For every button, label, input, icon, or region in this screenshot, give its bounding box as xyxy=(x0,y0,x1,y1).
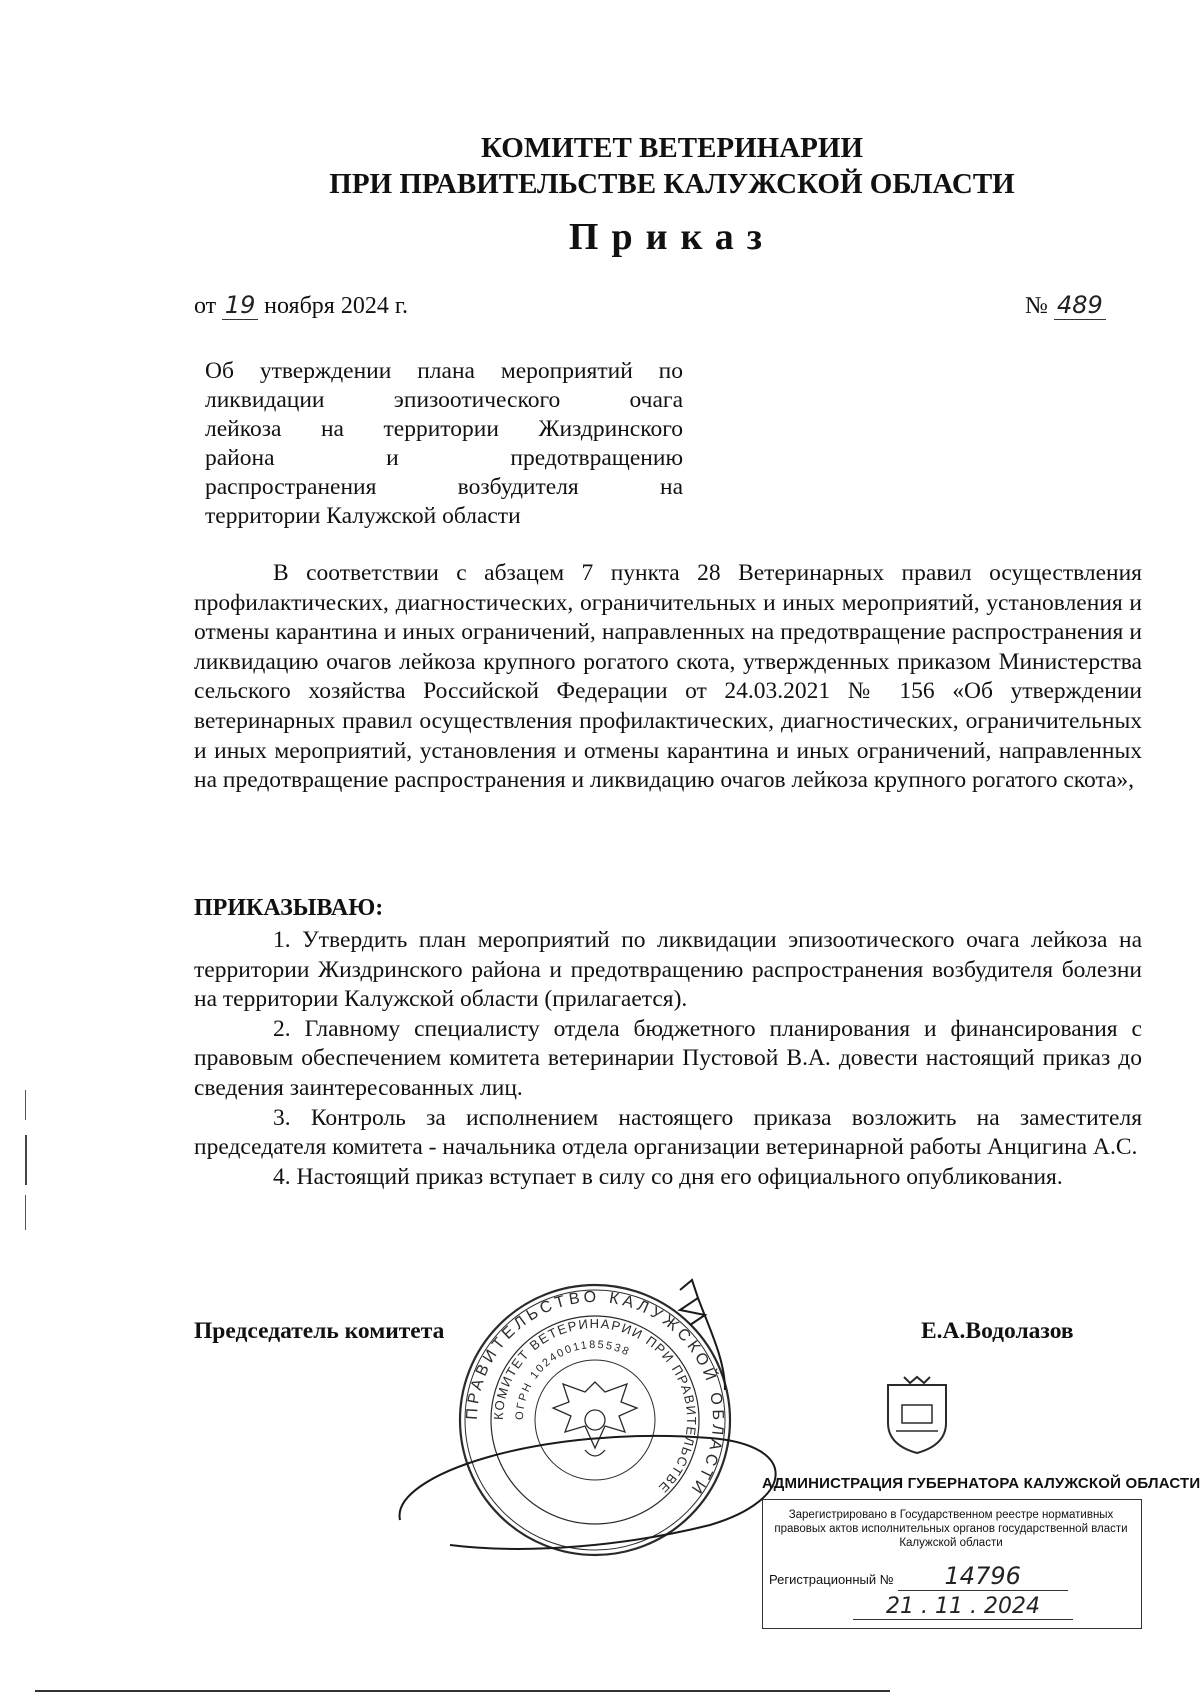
registration-number-handwritten: 14796 xyxy=(898,1562,1068,1591)
signature-position: Председатель комитета xyxy=(194,1318,445,1344)
subject-block xyxy=(205,357,683,531)
date-prefix: от xyxy=(194,293,217,319)
official-seal xyxy=(380,1270,810,1570)
order-item: 3. Контроль за исполнением настоящего приказа возложить на заместителя председателя комитета - начальника отдела организации ветеринарной работы Анцигина А.С. xyxy=(194,1104,1142,1161)
registration-stamp-text: Зарегистрировано в Государственном реестре нормативных правовых актов исполнительных органов государственной власти Калужской области xyxy=(774,1509,1128,1549)
seal-emblem-icon xyxy=(553,1382,637,1456)
preamble xyxy=(194,559,1142,796)
seal-outer-text: ПРАВИТЕЛЬСТВО КАЛУЖСКОЙ ОБЛАСТИ xyxy=(463,1288,727,1500)
registration-stamp-frame xyxy=(762,1499,1142,1629)
subject-line: района и предотвращению xyxy=(205,445,683,471)
scan-margin-marks xyxy=(25,1090,29,1230)
document-title: Приказ xyxy=(568,216,776,258)
order-heading: ПРИКАЗЫВАЮ: xyxy=(194,895,384,921)
order-item: 1. Утвердить план мероприятий по ликвидации эпизоотического очага лейкоза на территории Жиздринского района и предотвращению распространения возбудителя болезни на территории Калужской области (прилагается). xyxy=(194,927,1142,1013)
date-line xyxy=(194,291,408,320)
subject-line: ликвидации эпизоотического очага xyxy=(205,387,683,413)
organization-name-line2: ПРИ ПРАВИТЕЛЬСТВЕ КАЛУЖСКОЙ ОБЛАСТИ xyxy=(329,168,1015,200)
subject-line: лейкоза на территории Жиздринского xyxy=(205,416,683,442)
organization-name-line1: КОМИТЕТ ВЕТЕРИНАРИИ xyxy=(480,132,864,164)
order-item: 4. Настоящий приказ вступает в силу со дня его официального опубликования. xyxy=(273,1163,1063,1190)
signature-name: Е.А.Водолазов xyxy=(921,1318,1074,1344)
registration-stamp xyxy=(762,1375,1200,1635)
subject-line: Об утверждении плана мероприятий по xyxy=(205,358,683,384)
registration-date-handwritten: 21 . 11 . 2024 xyxy=(853,1594,1073,1620)
order-items xyxy=(194,926,1142,1192)
seal-ogrn-text: ОГРН 1024001185538 xyxy=(513,1338,633,1421)
registration-stamp-header: АДМИНИСТРАЦИЯ ГУБЕРНАТОРА КАЛУЖСКОЙ ОБЛАСТИ xyxy=(762,1475,1200,1492)
registration-number-row xyxy=(769,1562,1133,1591)
number-value-handwritten: 489 xyxy=(1054,291,1106,320)
seal-inner-text: КОМИТЕТ ВЕТЕРИНАРИИ ПРИ ПРАВИТЕЛЬСТВЕ xyxy=(490,1315,700,1497)
preamble-text: В соответствии с абзацем 7 пункта 28 Ветеринарных правил осуществления профилактических, диагностических, ограничительных и иных мероприятий, установления и отмены карантина и иных ограничений, направленных на предотвращение распространения и ликвидацию очагов лейкоза крупного рогатого скота, утвержденных приказом Министерства сельского хозяйства Российской Федерации от 24.03.2021 № 156 «Об утверждении ветеринарных правил осуществления профилактических, диагностических, ограничительных и иных мероприятий, установления и отмены карантина и иных ограничений, направленных на предотвращение распространения и ликвидацию очагов лейкоза крупного рогатого скота», xyxy=(194,560,1142,794)
subject-line: распространения возбудителя на xyxy=(205,474,683,500)
number-line xyxy=(1025,291,1106,320)
subject-line: территории Калужской области xyxy=(205,503,521,529)
coat-of-arms-icon xyxy=(882,1375,952,1457)
scan-bottom-edge xyxy=(35,1690,890,1692)
date-rest: ноября 2024 г. xyxy=(264,293,408,319)
date-day-handwritten: 19 xyxy=(222,291,258,320)
number-prefix: № xyxy=(1025,293,1048,319)
registration-number-label: Регистрационный № xyxy=(769,1572,894,1587)
order-item: 2. Главному специалисту отдела бюджетного планирования и финансирования с правовым обеспечением комитета ветеринарии Пустовой В.А. довести настоящий приказ до сведения заинтересованных лиц. xyxy=(194,1015,1142,1101)
